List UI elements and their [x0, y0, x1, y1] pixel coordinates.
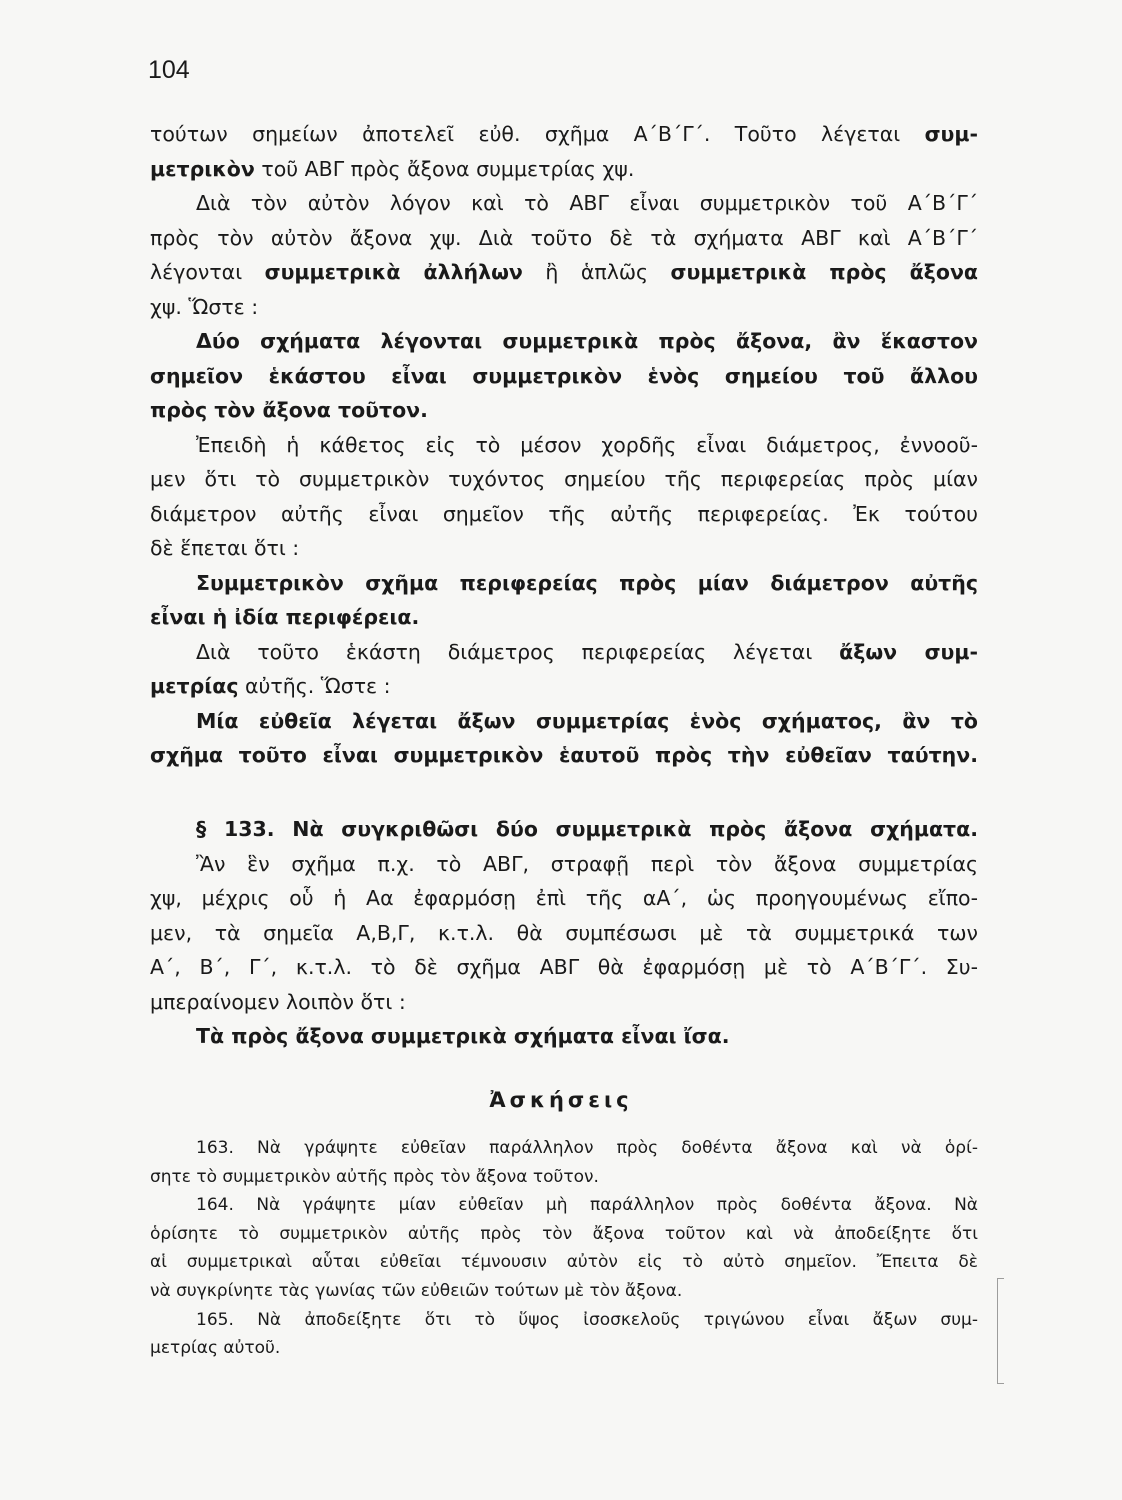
text-run: λέγονται [150, 260, 265, 284]
emphasis: ἄξων συμ- [839, 639, 978, 664]
text-run: Διὰ τοῦτο ἑκάστη διάμετρος περιφερείας λέγεται [196, 639, 840, 664]
emphasis: συμμετρικὰ πρὸς ἄξονα [670, 260, 978, 284]
exercise-163: 163. Νὰ γράψητε εὐθεῖαν παράλληλον πρὸς δοθέντα ἄξονα καὶ νὰ ὁρί- [196, 1138, 978, 1158]
page-number: 104 [148, 56, 190, 84]
section-title: § 133. Νὰ συγκριθῶσι δύο συμμετρικὰ πρὸς ἄξονα σχήματα. [196, 817, 978, 841]
paragraph-1 [150, 117, 978, 152]
text-run: τούτων σημείων ἀποτελεῖ εὐθ. σχῆμα Α΄Β΄Γ΄. Τοῦτο λέγεται [150, 122, 925, 146]
emphasis: μετρίας [150, 674, 239, 698]
paragraph-2: Διὰ τὸν αὐτὸν λόγον καὶ τὸ ΑΒΓ εἶναι συμμετρικὸν τοῦ Α΄Β΄Γ΄ [196, 191, 978, 215]
exercise-164-line: ὁρίσητε τὸ συμμετρικὸν αὐτῆς πρὸς τὸν ἄξονα τοῦτον καὶ νὰ ἀποδείξητε ὅτι [150, 1223, 978, 1244]
definition-2: Συμμετρικὸν σχῆμα περιφερείας πρὸς μίαν διάμετρον αὐτῆς [196, 570, 978, 595]
definition-3-line: σχῆμα τοῦτο εἶναι συμμετρικὸν ἑαυτοῦ πρὸς τὴν εὐθεῖαν ταύτην. [150, 743, 978, 767]
emphasis: συμ- [924, 122, 978, 146]
section-line: Ἂν ἓν σχῆμα π.χ. τὸ ΑΒΓ, στραφῇ περὶ τὸν ἄξονα συμμετρίας [196, 851, 978, 876]
exercise-164-line: αἱ συμμετρικαὶ αὗται εὐθεῖαι τέμνουσιν αὐτὸν εἰς τὸ αὐτὸ σημεῖον. Ἔπειτα δὲ [150, 1252, 978, 1273]
section-conclusion: Τὰ πρὸς ἄξονα συμμετρικὰ σχήματα εἶναι ἴσα. [196, 1024, 730, 1048]
exercise-165-line: μετρίας αὐτοῦ. [150, 1338, 281, 1359]
paragraph-3-line: μεν ὅτι τὸ συμμετρικὸν τυχόντος σημείου τῆς περιφερείας πρὸς μίαν [150, 467, 978, 491]
section-133 [150, 812, 978, 1054]
margin-bracket [997, 1278, 1004, 1384]
text-run: αὐτῆς. Ὥστε : [238, 674, 391, 698]
text-run: τοῦ ΑΒΓ πρὸς ἄξονα συμμετρίας χψ. [254, 156, 635, 181]
paragraph-2-line: πρὸς τὸν αὐτὸν ἄξονα χψ. Διὰ τοῦτο δὲ τὰ σχήματα ΑΒΓ καὶ Α΄Β΄Γ΄ [150, 225, 978, 250]
definition-3: Μία εὐθεῖα λέγεται ἄξων συμμετρίας ἑνὸς σχήματος, ἂν τὸ [196, 708, 978, 733]
paragraph-3-line: διάμετρον αὐτῆς εἶναι σημεῖον τῆς αὐτῆς περιφερείας. Ἐκ τούτου [150, 501, 978, 526]
paragraph-4 [150, 635, 978, 670]
section-line: μπεραίνομεν λοιπὸν ὅτι : [150, 989, 406, 1014]
paragraph-4-line [150, 669, 978, 704]
text-run: ἢ ἁπλῶς [522, 260, 671, 284]
emphasis: μετρικὸν [150, 156, 255, 181]
definition-2-line: εἶναι ἡ ἰδία περιφέρεια. [150, 605, 420, 629]
exercises-title: Ἀσκήσεις [489, 1088, 633, 1112]
body-text [150, 117, 978, 773]
section-line: μεν, τὰ σημεῖα Α,Β,Γ, κ.τ.λ. θὰ συμπέσωσι μὲ τὰ συμμετρικά των [150, 920, 978, 945]
definition-1-line: σημεῖον ἑκάστου εἶναι συμμετρικὸν ἑνὸς σημείου τοῦ ἄλλου [150, 363, 978, 388]
exercise-165: 165. Νὰ ἀποδείξητε ὅτι τὸ ὕψος ἰσοσκελοῦς τριγώνου εἶναι ἄξων συμ- [196, 1309, 978, 1330]
exercise-164: 164. Νὰ γράψητε μίαν εὐθεῖαν μὴ παράλληλον πρὸς δοθέντα ἄξονα. Νὰ [196, 1195, 978, 1216]
paragraph-2-line [150, 255, 978, 290]
section-line: χψ, μέχρις οὗ ἡ Αα ἐφαρμόσῃ ἐπὶ τῆς αΑ΄, ὡς προηγουμένως εἴπο- [150, 886, 978, 910]
paragraph-1-cont [150, 152, 978, 187]
paragraph-3-line: δὲ ἕπεται ὅτι : [150, 536, 300, 560]
emphasis: συμμετρικὰ ἀλλήλων [264, 260, 523, 284]
paragraph-2-line: χψ. Ὥστε : [150, 294, 259, 319]
paragraph-3: Ἐπειδὴ ἡ κάθετος εἰς τὸ μέσον χορδῆς εἶναι διάμετρος, ἐννοοῦ- [196, 432, 978, 457]
definition-1-line: πρὸς τὸν ἄξονα τοῦτον. [150, 398, 428, 422]
section-line: Α΄, Β΄, Γ΄, κ.τ.λ. τὸ δὲ σχῆμα ΑΒΓ θὰ ἐφαρμόσῃ μὲ τὸ Α΄Β΄Γ΄. Συ- [150, 955, 978, 979]
exercises-list [150, 1134, 978, 1363]
exercise-163-line: σητε τὸ συμμετρικὸν αὐτῆς πρὸς τὸν ἄξονα τοῦτον. [150, 1166, 599, 1187]
exercise-164-line: νὰ συγκρίνητε τὰς γωνίας τῶν εὐθειῶν τούτων μὲ τὸν ἄξονα. [150, 1280, 683, 1301]
definition-1: Δύο σχήματα λέγονται συμμετρικὰ πρὸς ἄξονα, ἂν ἕκαστον [196, 329, 978, 353]
